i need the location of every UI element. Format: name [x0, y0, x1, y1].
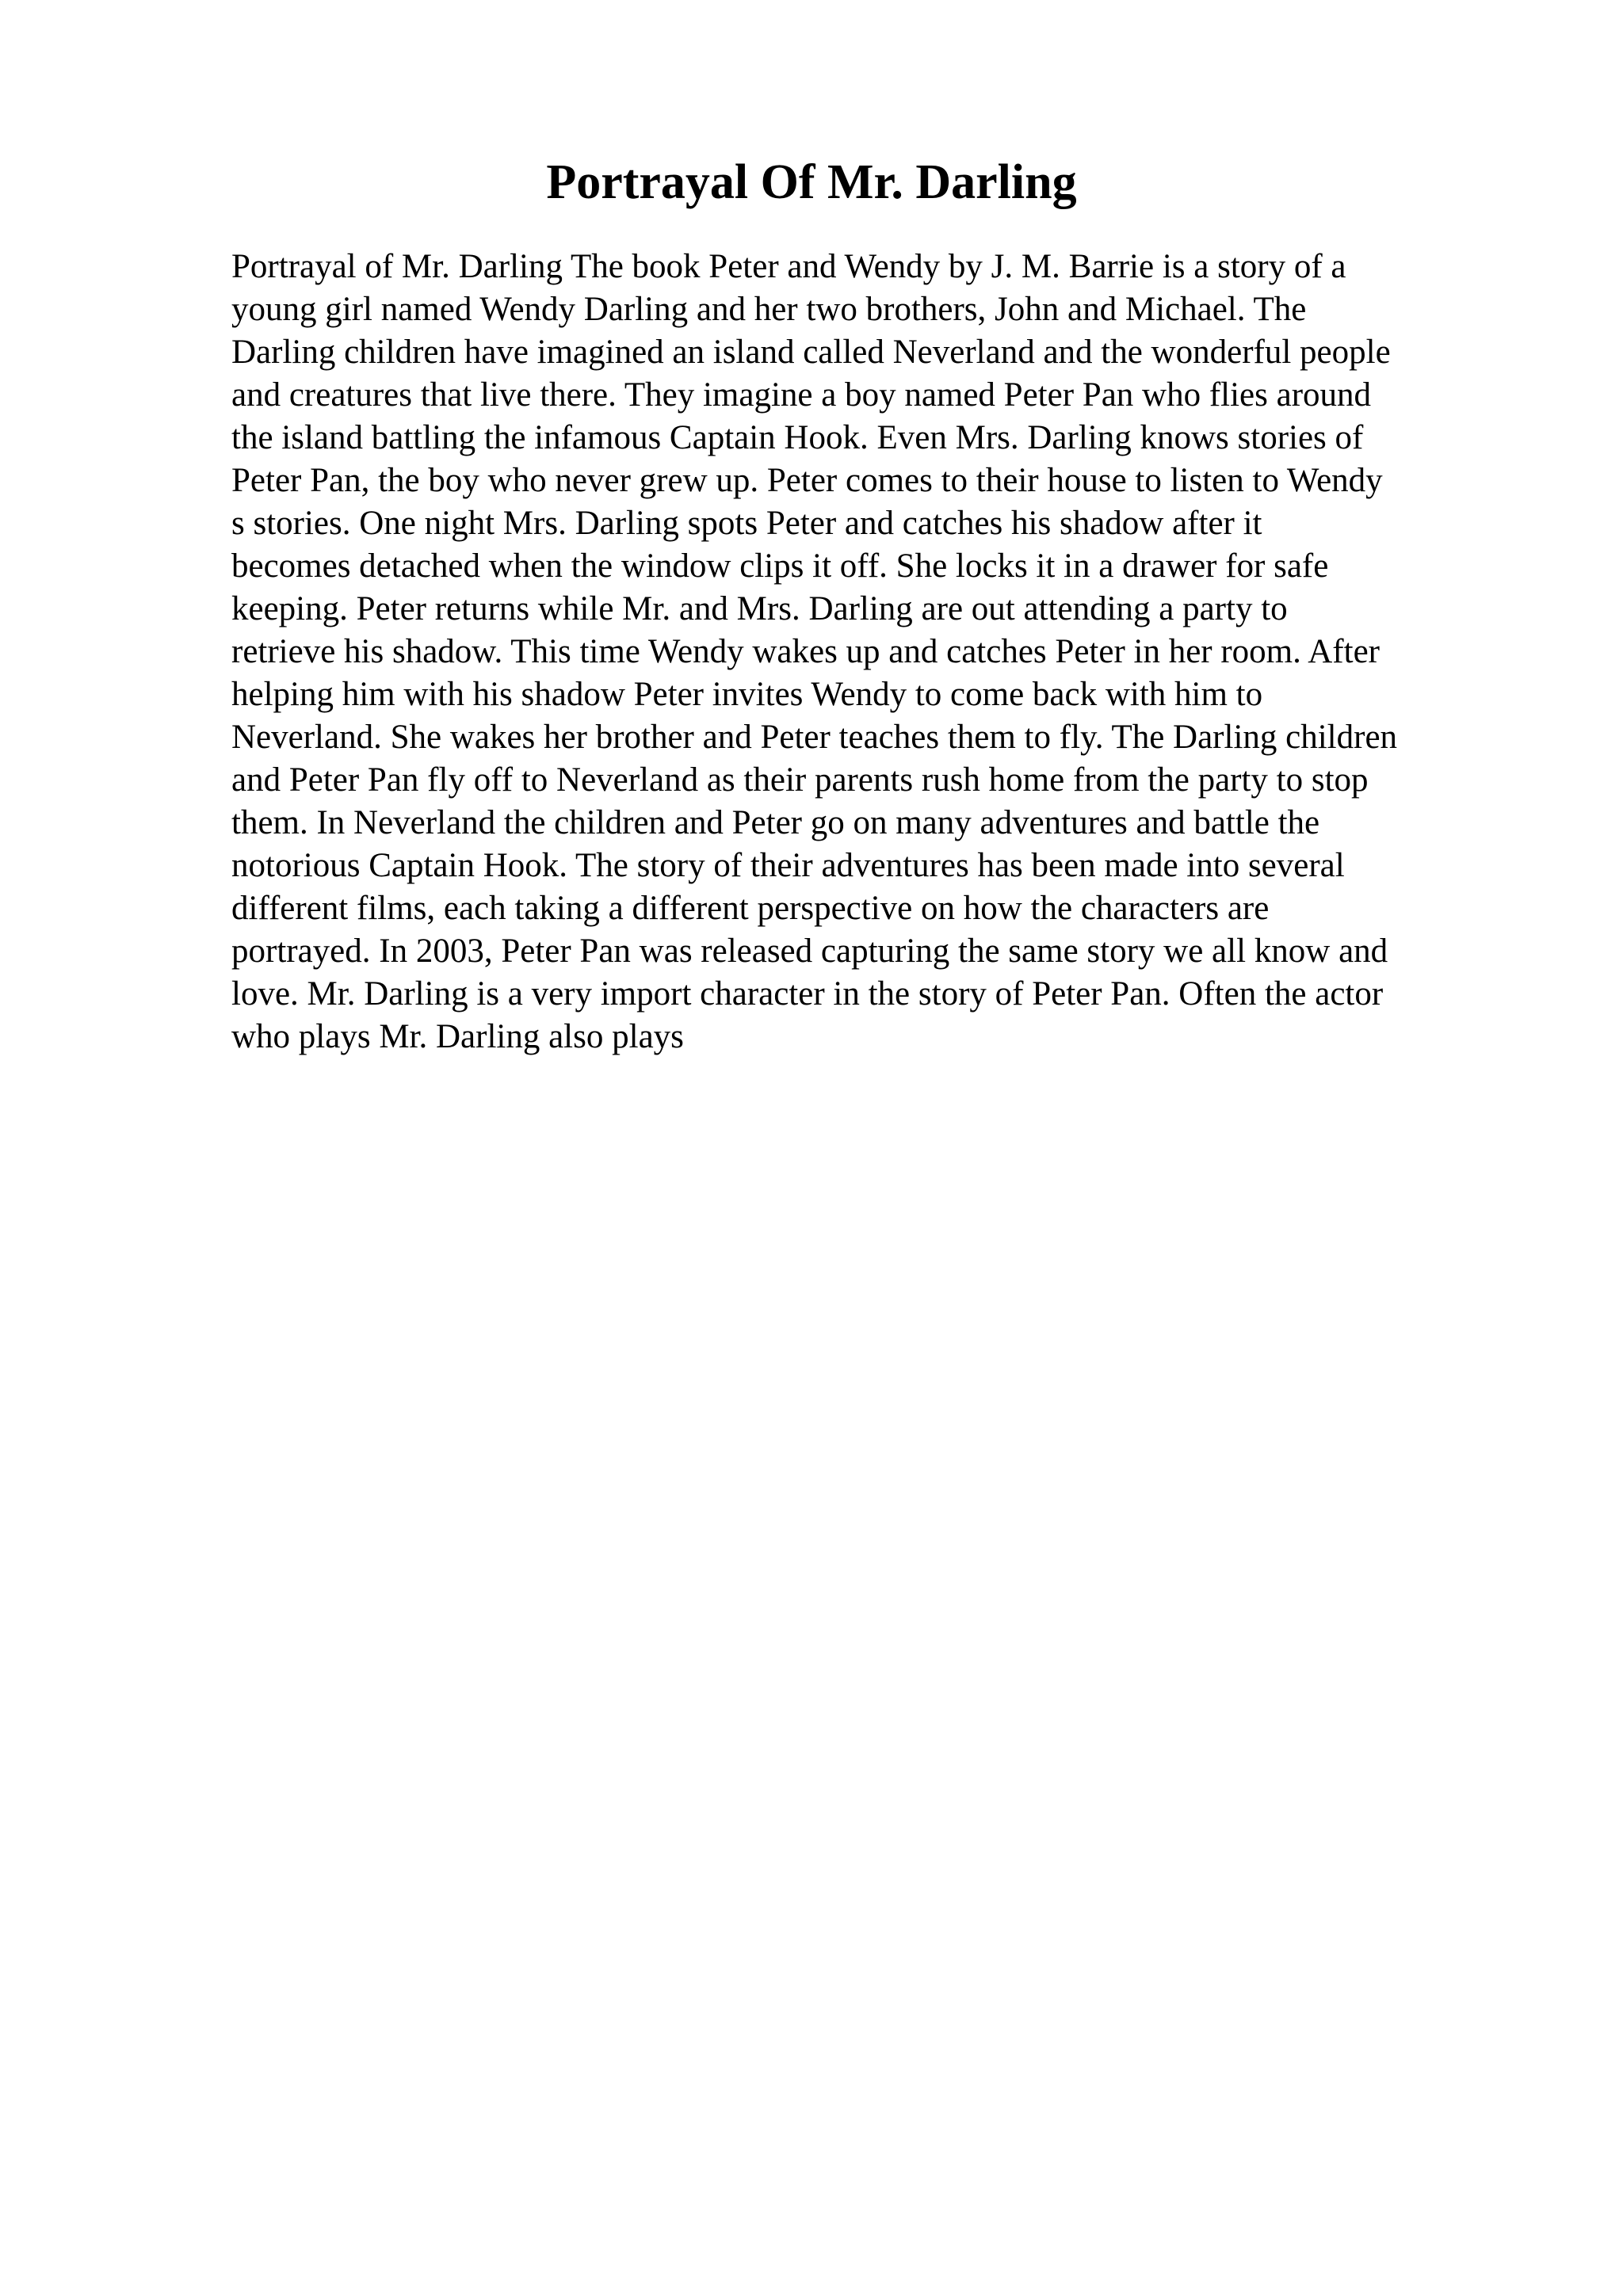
body-line: Peter Pan, the boy who never grew up. Peter comes to their house to listen to Wendy	[231, 462, 1383, 499]
document-body	[231, 246, 1515, 1058]
body-line: and creatures that live there. They imagine a boy named Peter Pan who flies around	[231, 376, 1372, 414]
body-line: and Peter Pan fly off to Neverland as their parents rush home from the party to stop	[231, 761, 1369, 799]
body-line: who plays Mr. Darling also plays	[231, 1018, 684, 1055]
body-line: keeping. Peter returns while Mr. and Mrs. Darling are out attending a party to	[231, 590, 1288, 627]
body-line: them. In Neverland the children and Peter go on many adventures and battle the	[231, 804, 1320, 841]
body-line: love. Mr. Darling is a very import character in the story of Peter Pan. Often the actor	[231, 975, 1384, 1013]
body-line: Portrayal of Mr. Darling The book Peter and Wendy by J. M. Barrie is a story of a	[231, 248, 1346, 285]
body-line: notorious Captain Hook. The story of their adventures has been made into several	[231, 847, 1345, 884]
document-title: Portrayal Of Mr. Darling	[546, 155, 1077, 209]
body-line: becomes detached when the window clips it off. She locks it in a drawer for safe	[231, 547, 1329, 585]
body-line: young girl named Wendy Darling and her two brothers, John and Michael. The	[231, 291, 1307, 328]
body-line: different films, each taking a different perspective on how the characters are	[231, 890, 1270, 927]
body-line: portrayed. In 2003, Peter Pan was released capturing the same story we all know and	[231, 933, 1388, 970]
body-line: helping him with his shadow Peter invites Wendy to come back with him to	[231, 676, 1263, 713]
body-line: Darling children have imagined an island called Neverland and the wonderful people	[231, 334, 1391, 371]
body-line: the island battling the infamous Captain Hook. Even Mrs. Darling knows stories of	[231, 419, 1364, 456]
body-line: retrieve his shadow. This time Wendy wakes up and catches Peter in her room. After	[231, 633, 1380, 670]
body-line: s stories. One night Mrs. Darling spots Peter and catches his shadow after it	[231, 505, 1262, 542]
body-line: Neverland. She wakes her brother and Peter teaches them to fly. The Darling children	[231, 719, 1398, 756]
